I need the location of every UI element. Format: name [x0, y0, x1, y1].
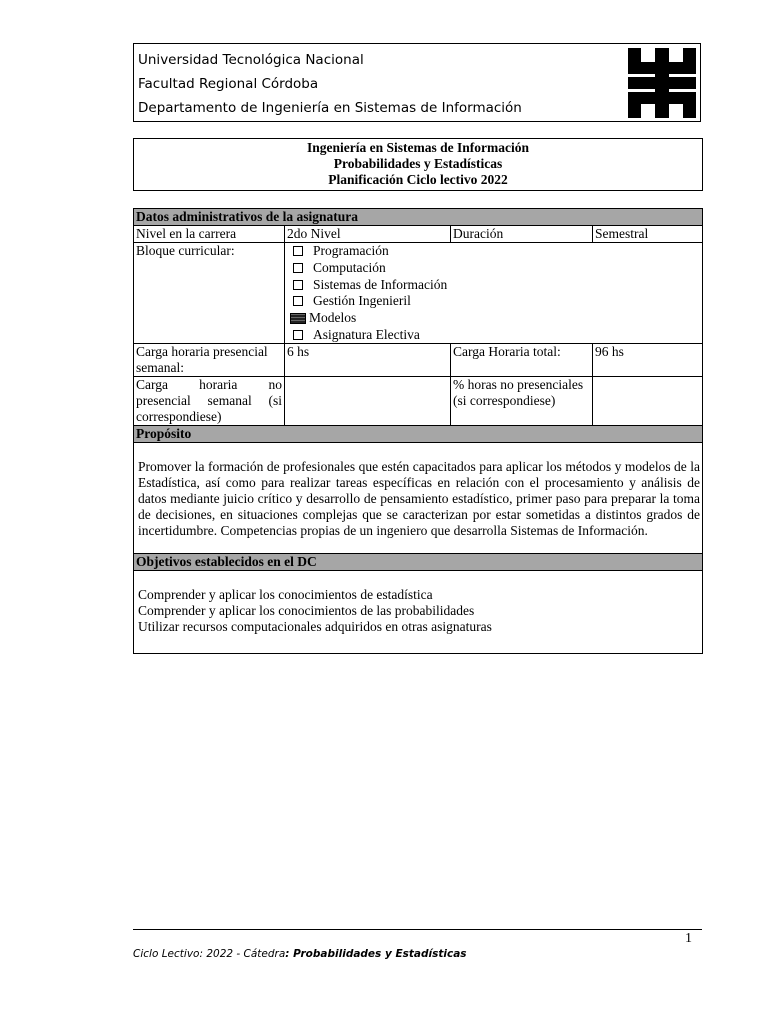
- document-header: [133, 43, 701, 122]
- checkbox-icon: [293, 263, 303, 273]
- nivel-value: 2do Nivel: [285, 226, 451, 243]
- nivel-label: Nivel en la carrera: [134, 226, 285, 243]
- objetivo-item: Utilizar recursos computacionales adquiridos en otras asignaturas: [138, 619, 492, 635]
- bloque-option: Computación: [285, 260, 702, 277]
- footer-text: [133, 948, 467, 960]
- carga-semanal-value: 6 hs: [285, 344, 451, 377]
- admin-table: [133, 208, 703, 654]
- footer-divider: [133, 929, 702, 930]
- bloque-option: Asignatura Electiva: [285, 326, 702, 343]
- page-number: 1: [685, 931, 692, 946]
- checkbox-icon: [293, 246, 303, 256]
- checkbox-icon: [293, 280, 303, 290]
- carga-total-label: Carga Horaria total:: [451, 344, 593, 377]
- bloque-option: Modelos: [285, 310, 702, 327]
- bloque-option: Sistemas de Información: [285, 276, 702, 293]
- carga-total-value: 96 hs: [593, 344, 703, 377]
- faculty-name: Facultad Regional Córdoba: [138, 76, 319, 92]
- objetivo-item: Comprender y aplicar los conocimientos de las probabilidades: [138, 603, 475, 619]
- plan-title: Planificación Ciclo lectivo 2022: [328, 172, 508, 187]
- bloque-option: Gestión Ingenieril: [285, 293, 702, 310]
- objetivo-item: Comprender y aplicar los conocimientos de estadística: [138, 587, 433, 603]
- department-name: Departamento de Ingeniería en Sistemas de Información: [138, 100, 522, 116]
- objetivos-list: [134, 571, 703, 654]
- proposito-text: Promover la formación de profesionales que estén capacitados para aplicar los métodos y modelos de la Estadística, así como para realizar tareas específicas en relación con el procesamiento y análisis de datos mediante juicio crítico y desarrollo de pensamiento estadístico, primer paso para preparar la toma de decisiones, en situaciones complejas que se caracterizan por estar sometidas a distintos grados de incertidumbre. Competencias propias de un ingeniero que desarrolla Sistemas de Información.: [134, 443, 703, 554]
- duracion-value: Semestral: [593, 226, 703, 243]
- porcentaje-label: % horas no presenciales (si correspondiese): [451, 377, 593, 426]
- course-title-box: [133, 138, 703, 191]
- porcentaje-value: [593, 377, 703, 426]
- duracion-label: Duración: [451, 226, 593, 243]
- checkbox-icon: [293, 330, 303, 340]
- bloque-options: [285, 243, 703, 344]
- career-title: Ingeniería en Sistemas de Información: [307, 140, 529, 155]
- no-presencial-value: [285, 377, 451, 426]
- checkbox-icon: [293, 296, 303, 306]
- university-name: Universidad Tecnológica Nacional: [138, 52, 364, 68]
- bloque-option: Programación: [285, 243, 702, 260]
- carga-semanal-label: Carga horaria presencial semanal:: [134, 344, 285, 377]
- admin-section-title: Datos administrativos de la asignatura: [134, 209, 703, 226]
- no-presencial-label: Carga horaria no presencial semanal (si correspondiese): [134, 377, 285, 426]
- subject-title: Probabilidades y Estadísticas: [333, 156, 503, 171]
- bloque-label: Bloque curricular:: [134, 243, 285, 344]
- footer-prefix: Ciclo Lectivo: 2022 - Cátedra: [133, 948, 286, 960]
- objetivos-title: Objetivos establecidos en el DC: [134, 554, 703, 571]
- utn-logo-icon: [626, 46, 698, 120]
- footer-subject: : Probabilidades y Estadísticas: [285, 948, 467, 960]
- proposito-title: Propósito: [134, 426, 703, 443]
- checked-checkbox-icon: [290, 313, 306, 324]
